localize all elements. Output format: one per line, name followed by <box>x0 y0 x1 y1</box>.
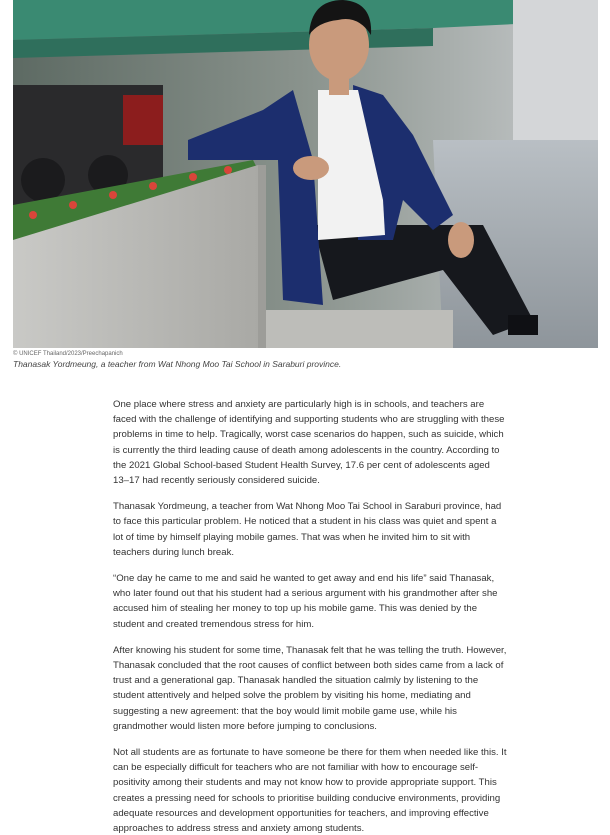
article-paragraph: Not all students are as fortunate to have someone be there for them when needed like this. It can be especially difficult for teachers who are not familiar with how to encourage self-positivity among their students and may not know how to provide appropriate support. This creates a pressing need for schools to prioritise building conducive environments, providing adequate resources and development opportunities for teachers, and improving effective approaches to address stress and anxiety among students. <box>113 747 507 835</box>
photo-caption: Thanasak Yordmeung, a teacher from Wat Nhong Moo Tai School in Saraburi province. <box>13 359 342 369</box>
photo-credit: © UNICEF Thailand/2023/Preechapanich <box>13 351 123 357</box>
article-paragraph: One place where stress and anxiety are particularly high is in schools, and teachers are faced with the challenge of identifying and supporting students who are struggling with these problems in time to help. Tragically, worst case scenarios do happen, such as suicide, which is currently the third leading cause of death among adolescents in the country. According to the 2021 Global School-based Student Health Survey, 17.6 per cent of adolescents aged 13–17 had recently seriously considered suicide. <box>113 399 505 487</box>
article-paragraph: After knowing his student for some time, Thanasak felt that he was telling the truth. However, Thanasak concluded that the root causes of conflict between both sides came from a lack of trust and a generational gap. Thanasak handled the situation calmly by listening to the student attentively and helped solve the problem by visiting his home, mediating and suggesting a new agreement: that the boy would limit mobile game use, while his grandmother would listen more before jumping to conclusions. <box>113 644 507 732</box>
article-body <box>113 397 507 835</box>
photo-illustration <box>13 0 598 348</box>
article-photo <box>13 0 598 348</box>
article-paragraph: Thanasak Yordmeung, a teacher from Wat Nhong Moo Tai School in Saraburi province, had to face this particular problem. He noticed that a student in his class was quiet and spent a lot of time by himself playing mobile games. That was when he invited him to sit with teachers during lunch break. <box>113 501 502 558</box>
article-paragraph: “One day he came to me and said he wanted to get away and end his life” said Thanasak, who later found out that his student had a serious argument with his grandmother after she accused him of stealing her money to top up his mobile game. This was denied by the student and created tremendous stress for him. <box>113 573 498 630</box>
